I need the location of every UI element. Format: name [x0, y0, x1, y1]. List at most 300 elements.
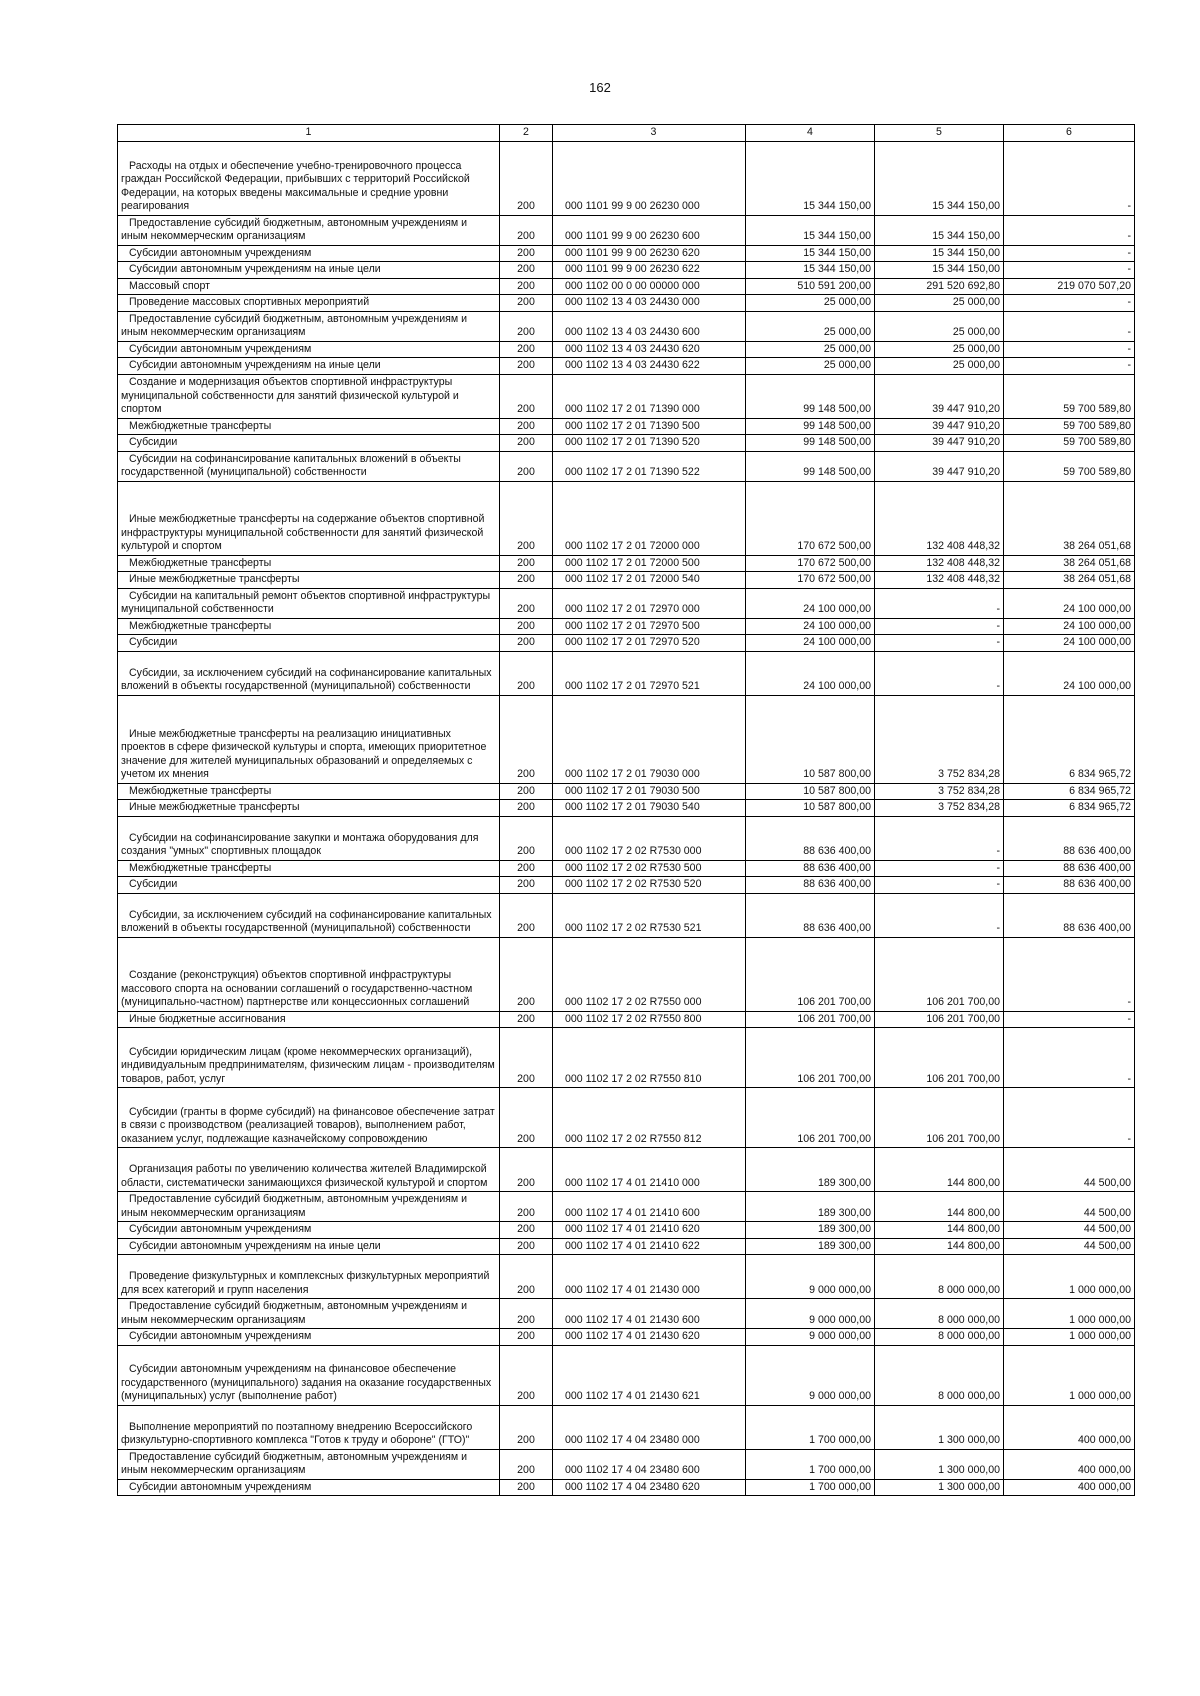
row-name [118, 651, 500, 695]
row-name-text: Выполнение мероприятий по поэтапному внедрению Всероссийского физкультурно-спортивного комплекса "Готов к труду и обороне" (ГТО)" [121, 1420, 473, 1446]
row-line-code: 200 [500, 1028, 553, 1088]
row-value-col4: 9 000 000,00 [746, 1299, 875, 1329]
row-name [118, 893, 500, 937]
row-value-col5: - [875, 877, 1004, 894]
row-value-col6: 88 636 400,00 [1004, 816, 1135, 860]
row-name [118, 141, 500, 215]
row-value-col6: 38 264 051,68 [1004, 572, 1135, 589]
row-name [118, 555, 500, 572]
row-value-col5: 1 300 000,00 [875, 1405, 1004, 1449]
row-value-col6: 400 000,00 [1004, 1449, 1135, 1479]
row-name [118, 937, 500, 1011]
row-name [118, 1405, 500, 1449]
row-line-code: 200 [500, 1255, 553, 1299]
row-name [118, 311, 500, 341]
row-line-code: 200 [500, 358, 553, 375]
row-value-col4: 170 672 500,00 [746, 572, 875, 589]
row-name-text: Иные межбюджетные трансферты [129, 573, 300, 585]
row-value-col4: 1 700 000,00 [746, 1405, 875, 1449]
row-name-text: Субсидии, за исключением субсидий на софинансирование капитальных вложений в объекты государственной (муниципальной) собственности [121, 666, 492, 692]
row-value-col6: 24 100 000,00 [1004, 651, 1135, 695]
row-value-col4: 10 587 800,00 [746, 695, 875, 783]
row-name-text: Предоставление субсидий бюджетным, автономным учреждениям и иным некоммерческим организациям [121, 216, 468, 242]
row-value-col5: 15 344 150,00 [875, 245, 1004, 262]
row-budget-code: 000 1102 17 2 01 72000 000 [553, 481, 746, 555]
row-line-code: 200 [500, 295, 553, 312]
table-row [118, 451, 1135, 481]
column-header-3: 3 [553, 125, 746, 142]
table-row [118, 1329, 1135, 1346]
row-name-text: Межбюджетные трансферты [129, 556, 272, 569]
row-budget-code: 000 1102 17 4 01 21410 600 [553, 1192, 746, 1222]
row-value-col5: 132 408 448,32 [875, 555, 1004, 572]
row-value-col4: 25 000,00 [746, 295, 875, 312]
row-value-col4: 106 201 700,00 [746, 1028, 875, 1088]
column-header-6: 6 [1004, 125, 1135, 142]
table-row [118, 1238, 1135, 1255]
row-name [118, 695, 500, 783]
row-name-text: Субсидии на софинансирование закупки и монтажа оборудования для создания "умных" спортивных площадок [121, 831, 479, 857]
table-row [118, 311, 1135, 341]
row-name [118, 262, 500, 279]
row-line-code: 200 [500, 341, 553, 358]
table-row [118, 783, 1135, 800]
row-name [118, 435, 500, 452]
row-budget-code: 000 1102 17 2 02 R7530 521 [553, 893, 746, 937]
row-budget-code: 000 1102 17 2 01 72970 521 [553, 651, 746, 695]
table-row [118, 1011, 1135, 1028]
row-name-text: Субсидии автономным учреждениям [129, 1223, 312, 1235]
row-value-col6: 219 070 507,20 [1004, 278, 1135, 295]
row-name-text: Субсидии автономным учреждениям [129, 1330, 312, 1342]
row-value-col4: 99 148 500,00 [746, 374, 875, 418]
table-row [118, 635, 1135, 652]
row-value-col5: 3 752 834,28 [875, 800, 1004, 817]
row-value-col6: 1 000 000,00 [1004, 1255, 1135, 1299]
row-name-text: Предоставление субсидий бюджетным, автономным учреждениям и иным некоммерческим организациям [121, 1450, 468, 1476]
row-line-code: 200 [500, 572, 553, 589]
row-value-col6: 24 100 000,00 [1004, 618, 1135, 635]
row-line-code: 200 [500, 618, 553, 635]
row-name-text: Иные бюджетные ассигнования [129, 1012, 286, 1025]
row-value-col6: 44 500,00 [1004, 1238, 1135, 1255]
row-value-col4: 189 300,00 [746, 1148, 875, 1192]
row-line-code: 200 [500, 1479, 553, 1496]
column-header-4: 4 [746, 125, 875, 142]
row-value-col6: 59 700 589,80 [1004, 435, 1135, 452]
row-value-col6: 1 000 000,00 [1004, 1299, 1135, 1329]
row-budget-code: 000 1102 17 2 01 72000 500 [553, 555, 746, 572]
row-line-code: 200 [500, 451, 553, 481]
row-value-col6: - [1004, 1088, 1135, 1148]
row-value-col5: - [875, 618, 1004, 635]
row-line-code: 200 [500, 245, 553, 262]
row-name [118, 635, 500, 652]
row-line-code: 200 [500, 783, 553, 800]
row-line-code: 200 [500, 435, 553, 452]
table-row [118, 572, 1135, 589]
row-name-text: Субсидии автономным учреждениям на иные цели [129, 1239, 381, 1252]
row-value-col5: 3 752 834,28 [875, 783, 1004, 800]
table-row [118, 893, 1135, 937]
row-name [118, 215, 500, 245]
row-value-col4: 9 000 000,00 [746, 1255, 875, 1299]
table-row [118, 695, 1135, 783]
row-value-col5: 25 000,00 [875, 358, 1004, 375]
table-row [118, 374, 1135, 418]
table-row [118, 651, 1135, 695]
row-budget-code: 000 1102 17 2 01 72000 540 [553, 572, 746, 589]
row-value-col6: 24 100 000,00 [1004, 635, 1135, 652]
row-line-code: 200 [500, 1222, 553, 1239]
row-line-code: 200 [500, 695, 553, 783]
row-name-text: Создание и модернизация объектов спортивной инфраструктуры муниципальной собственности для занятий физической культурой и спортом [121, 376, 459, 415]
row-line-code: 200 [500, 893, 553, 937]
row-name [118, 1479, 500, 1496]
row-value-col6: 59 700 589,80 [1004, 374, 1135, 418]
row-name-text: Субсидии [129, 878, 178, 890]
row-name-text: Субсидии (гранты в форме субсидий) на финансовое обеспечение затрат в связи с производством (реализацией товаров), выполнением работ, оказанием услуг, подлежащие казначейскому сопровождению [121, 1105, 495, 1145]
row-value-col5: 39 447 910,20 [875, 374, 1004, 418]
row-budget-code: 000 1102 17 4 01 21430 621 [553, 1345, 746, 1405]
row-budget-code: 000 1101 99 9 00 26230 622 [553, 262, 746, 279]
row-budget-code: 000 1102 17 2 01 71390 000 [553, 374, 746, 418]
row-budget-code: 000 1102 17 4 01 21430 000 [553, 1255, 746, 1299]
row-name [118, 1192, 500, 1222]
row-budget-code: 000 1102 17 4 01 21410 622 [553, 1238, 746, 1255]
row-budget-code: 000 1102 17 4 01 21430 600 [553, 1299, 746, 1329]
row-name-text: Межбюджетные трансферты [129, 419, 272, 432]
row-name-text: Субсидии юридическим лицам (кроме некоммерческих организаций), индивидуальным предпринимателям, физическим лицам - производителям товаров, работ, услуг [121, 1045, 495, 1085]
table-row [118, 435, 1135, 452]
table-row [118, 1088, 1135, 1148]
row-value-col4: 10 587 800,00 [746, 800, 875, 817]
row-value-col5: 8 000 000,00 [875, 1329, 1004, 1346]
row-budget-code: 000 1102 17 2 01 71390 500 [553, 418, 746, 435]
row-budget-code: 000 1101 99 9 00 26230 620 [553, 245, 746, 262]
table-row [118, 1345, 1135, 1405]
row-name-text: Субсидии автономным учреждениям [129, 1480, 312, 1493]
table-row [118, 816, 1135, 860]
table-row [118, 215, 1135, 245]
row-value-col4: 24 100 000,00 [746, 651, 875, 695]
row-line-code: 200 [500, 635, 553, 652]
row-line-code: 200 [500, 651, 553, 695]
row-name-text: Субсидии, за исключением субсидий на софинансирование капитальных вложений в объекты государственной (муниципальной) собственности [121, 908, 492, 934]
row-value-col4: 106 201 700,00 [746, 1011, 875, 1028]
table-row [118, 1222, 1135, 1239]
row-value-col5: 39 447 910,20 [875, 418, 1004, 435]
row-name-text: Иные межбюджетные трансферты на реализацию инициативных проектов в сфере физической культуры и спорта, имеющих приоритетное значение для жителей муниципальных образований и определяемых с учетом их мнения [121, 727, 487, 780]
row-value-col4: 106 201 700,00 [746, 1088, 875, 1148]
row-value-col5: 144 800,00 [875, 1192, 1004, 1222]
row-line-code: 200 [500, 1345, 553, 1405]
row-value-col6: 400 000,00 [1004, 1405, 1135, 1449]
row-name-text: Субсидии [129, 436, 178, 448]
row-value-col4: 1 700 000,00 [746, 1449, 875, 1479]
table-row [118, 141, 1135, 215]
row-value-col5: 144 800,00 [875, 1238, 1004, 1255]
row-line-code: 200 [500, 1088, 553, 1148]
row-name [118, 1345, 500, 1405]
table-row [118, 588, 1135, 618]
row-value-col6: 38 264 051,68 [1004, 481, 1135, 555]
row-value-col4: 15 344 150,00 [746, 245, 875, 262]
row-value-col5: 25 000,00 [875, 295, 1004, 312]
row-name [118, 1148, 500, 1192]
row-value-col5: 144 800,00 [875, 1222, 1004, 1239]
row-value-col5: - [875, 651, 1004, 695]
row-line-code: 200 [500, 215, 553, 245]
table-row [118, 418, 1135, 435]
row-name-text: Расходы на отдых и обеспечение учебно-тренировочного процесса граждан Российской Федерации, прибывших с территорий Российской Федерации, на которых введены максимальные и средние уровни реагирования [121, 159, 470, 212]
row-name [118, 295, 500, 312]
row-name [118, 418, 500, 435]
row-value-col6: - [1004, 295, 1135, 312]
row-value-col5: 106 201 700,00 [875, 1011, 1004, 1028]
row-name-text: Предоставление субсидий бюджетным, автономным учреждениям и иным некоммерческим организациям [121, 312, 468, 338]
row-line-code: 200 [500, 141, 553, 215]
row-value-col4: 189 300,00 [746, 1238, 875, 1255]
row-line-code: 200 [500, 1449, 553, 1479]
row-line-code: 200 [500, 1329, 553, 1346]
row-line-code: 200 [500, 588, 553, 618]
row-line-code: 200 [500, 1405, 553, 1449]
row-value-col6: 44 500,00 [1004, 1148, 1135, 1192]
row-value-col6: 6 834 965,72 [1004, 800, 1135, 817]
row-value-col5: 106 201 700,00 [875, 1028, 1004, 1088]
row-value-col5: 15 344 150,00 [875, 262, 1004, 279]
row-budget-code: 000 1102 17 2 01 72970 520 [553, 635, 746, 652]
row-line-code: 200 [500, 1192, 553, 1222]
row-name-text: Организация работы по увеличению количества жителей Владимирской области, систематически занимающихся физической культурой и спортом [121, 1163, 488, 1189]
row-line-code: 200 [500, 555, 553, 572]
row-value-col6: 59 700 589,80 [1004, 451, 1135, 481]
table-row [118, 800, 1135, 817]
row-name-text: Субсидии автономным учреждениям [129, 246, 312, 259]
row-budget-code: 000 1102 17 2 02 R7550 800 [553, 1011, 746, 1028]
row-line-code: 200 [500, 816, 553, 860]
table-row [118, 358, 1135, 375]
row-value-col5: 132 408 448,32 [875, 572, 1004, 589]
row-name [118, 1329, 500, 1346]
row-value-col6: 1 000 000,00 [1004, 1329, 1135, 1346]
row-value-col6: - [1004, 358, 1135, 375]
row-value-col5: 8 000 000,00 [875, 1299, 1004, 1329]
row-value-col5: 25 000,00 [875, 311, 1004, 341]
row-value-col4: 24 100 000,00 [746, 618, 875, 635]
row-line-code: 200 [500, 481, 553, 555]
row-name-text: Создание (реконструкция) объектов спортивной инфраструктуры массового спорта на основании соглашений о государственно-частном (муниципально-частном) партнерстве или концессионных соглашений [121, 969, 473, 1008]
row-value-col5: - [875, 893, 1004, 937]
row-value-col5: - [875, 588, 1004, 618]
row-name [118, 783, 500, 800]
row-name-text: Межбюджетные трансферты [129, 861, 272, 874]
row-value-col6: 44 500,00 [1004, 1222, 1135, 1239]
row-value-col4: 15 344 150,00 [746, 141, 875, 215]
row-name-text: Проведение массовых спортивных мероприятий [129, 296, 370, 308]
row-budget-code: 000 1102 00 0 00 00000 000 [553, 278, 746, 295]
table-row [118, 1148, 1135, 1192]
row-value-col4: 170 672 500,00 [746, 481, 875, 555]
row-line-code: 200 [500, 311, 553, 341]
row-value-col5: 3 752 834,28 [875, 695, 1004, 783]
row-value-col5: 25 000,00 [875, 341, 1004, 358]
row-value-col5: - [875, 635, 1004, 652]
row-value-col4: 170 672 500,00 [746, 555, 875, 572]
row-value-col5: 8 000 000,00 [875, 1345, 1004, 1405]
row-value-col6: - [1004, 311, 1135, 341]
row-value-col6: - [1004, 1028, 1135, 1088]
row-value-col5: 39 447 910,20 [875, 435, 1004, 452]
row-name [118, 451, 500, 481]
row-value-col4: 99 148 500,00 [746, 435, 875, 452]
row-value-col4: 510 591 200,00 [746, 278, 875, 295]
row-value-col5: 291 520 692,80 [875, 278, 1004, 295]
row-line-code: 200 [500, 374, 553, 418]
row-line-code: 200 [500, 1299, 553, 1329]
row-line-code: 200 [500, 1238, 553, 1255]
row-value-col5: 8 000 000,00 [875, 1255, 1004, 1299]
row-value-col4: 15 344 150,00 [746, 262, 875, 279]
row-name-text: Иные межбюджетные трансферты [129, 801, 300, 813]
row-name [118, 1238, 500, 1255]
row-name [118, 1028, 500, 1088]
row-budget-code: 000 1102 17 4 01 21430 620 [553, 1329, 746, 1346]
row-value-col4: 88 636 400,00 [746, 860, 875, 877]
row-name [118, 1011, 500, 1028]
row-name [118, 278, 500, 295]
row-value-col6: - [1004, 1011, 1135, 1028]
row-value-col4: 1 700 000,00 [746, 1479, 875, 1496]
row-line-code: 200 [500, 1148, 553, 1192]
row-value-col6: 6 834 965,72 [1004, 783, 1135, 800]
budget-table [117, 124, 1135, 1496]
row-name [118, 1299, 500, 1329]
row-budget-code: 000 1102 17 2 01 79030 500 [553, 783, 746, 800]
row-budget-code: 000 1102 17 2 02 R7530 500 [553, 860, 746, 877]
row-value-col4: 106 201 700,00 [746, 937, 875, 1011]
row-value-col4: 15 344 150,00 [746, 215, 875, 245]
row-value-col6: 88 636 400,00 [1004, 860, 1135, 877]
table-row [118, 245, 1135, 262]
table-row [118, 1255, 1135, 1299]
row-name-text: Субсидии автономным учреждениям на иные цели [129, 359, 381, 371]
table-header-row [118, 125, 1135, 142]
row-budget-code: 000 1102 17 2 02 R7550 000 [553, 937, 746, 1011]
row-budget-code: 000 1102 17 2 02 R7530 000 [553, 816, 746, 860]
row-value-col4: 25 000,00 [746, 311, 875, 341]
table-row [118, 618, 1135, 635]
row-value-col6: - [1004, 141, 1135, 215]
table-row [118, 341, 1135, 358]
row-budget-code: 000 1102 13 4 03 24430 600 [553, 311, 746, 341]
table-row [118, 1028, 1135, 1088]
row-value-col5: 132 408 448,32 [875, 481, 1004, 555]
row-name [118, 374, 500, 418]
row-name-text: Субсидии [129, 636, 178, 648]
row-name [118, 816, 500, 860]
table-row [118, 555, 1135, 572]
row-line-code: 200 [500, 877, 553, 894]
row-budget-code: 000 1102 17 2 02 R7530 520 [553, 877, 746, 894]
row-value-col6: 6 834 965,72 [1004, 695, 1135, 783]
row-budget-code: 000 1101 99 9 00 26230 000 [553, 141, 746, 215]
table-row [118, 262, 1135, 279]
column-header-1: 1 [118, 125, 500, 142]
row-value-col6: 59 700 589,80 [1004, 418, 1135, 435]
table-row [118, 1479, 1135, 1496]
row-value-col4: 88 636 400,00 [746, 877, 875, 894]
row-value-col6: - [1004, 245, 1135, 262]
row-value-col6: 88 636 400,00 [1004, 893, 1135, 937]
row-budget-code: 000 1102 17 2 01 71390 520 [553, 435, 746, 452]
row-line-code: 200 [500, 860, 553, 877]
row-budget-code: 000 1102 17 4 04 23480 600 [553, 1449, 746, 1479]
row-name-text: Субсидии автономным учреждениям на финансовое обеспечение государственного (муниципального) задания на оказание государственных (муниципальных) услуг (выполнение работ) [121, 1363, 492, 1402]
table-row [118, 278, 1135, 295]
table-row [118, 937, 1135, 1011]
row-value-col6: 88 636 400,00 [1004, 877, 1135, 894]
row-value-col5: 106 201 700,00 [875, 937, 1004, 1011]
row-value-col5: 144 800,00 [875, 1148, 1004, 1192]
row-value-col4: 9 000 000,00 [746, 1329, 875, 1346]
row-budget-code: 000 1102 17 4 04 23480 620 [553, 1479, 746, 1496]
row-name-text: Проведение физкультурных и комплексных физкультурных мероприятий для всех категорий и групп населения [121, 1270, 490, 1296]
row-name [118, 341, 500, 358]
row-value-col5: - [875, 860, 1004, 877]
row-name [118, 572, 500, 589]
row-value-col4: 24 100 000,00 [746, 635, 875, 652]
row-line-code: 200 [500, 278, 553, 295]
row-name-text: Межбюджетные трансферты [129, 619, 272, 632]
row-name-text: Предоставление субсидий бюджетным, автономным учреждениям и иным некоммерческим организациям [121, 1193, 468, 1219]
row-line-code: 200 [500, 937, 553, 1011]
row-value-col6: - [1004, 937, 1135, 1011]
row-line-code: 200 [500, 1011, 553, 1028]
row-value-col6: 24 100 000,00 [1004, 588, 1135, 618]
table-row [118, 1192, 1135, 1222]
row-value-col5: 15 344 150,00 [875, 141, 1004, 215]
row-value-col6: 38 264 051,68 [1004, 555, 1135, 572]
row-value-col6: 1 000 000,00 [1004, 1345, 1135, 1405]
row-value-col6: - [1004, 341, 1135, 358]
row-name-text: Массовый спорт [129, 279, 210, 292]
column-header-2: 2 [500, 125, 553, 142]
row-name [118, 618, 500, 635]
row-name [118, 1222, 500, 1239]
row-name-text: Субсидии автономным учреждениям [129, 342, 312, 355]
row-line-code: 200 [500, 800, 553, 817]
row-value-col4: 99 148 500,00 [746, 451, 875, 481]
row-budget-code: 000 1102 17 2 01 71390 522 [553, 451, 746, 481]
row-budget-code: 000 1102 17 4 04 23480 000 [553, 1405, 746, 1449]
row-name-text: Межбюджетные трансферты [129, 784, 272, 797]
table-row [118, 1299, 1135, 1329]
row-name [118, 245, 500, 262]
row-value-col5: 1 300 000,00 [875, 1449, 1004, 1479]
row-name [118, 877, 500, 894]
row-budget-code: 000 1102 13 4 03 24430 000 [553, 295, 746, 312]
row-line-code: 200 [500, 418, 553, 435]
row-line-code: 200 [500, 262, 553, 279]
row-name [118, 481, 500, 555]
row-budget-code: 000 1102 17 2 01 79030 000 [553, 695, 746, 783]
row-value-col4: 189 300,00 [746, 1192, 875, 1222]
row-name-text: Иные межбюджетные трансферты на содержание объектов спортивной инфраструктуры муниципальной собственности для занятий физической культурой и спортом [121, 513, 485, 552]
row-name [118, 800, 500, 817]
row-value-col4: 9 000 000,00 [746, 1345, 875, 1405]
